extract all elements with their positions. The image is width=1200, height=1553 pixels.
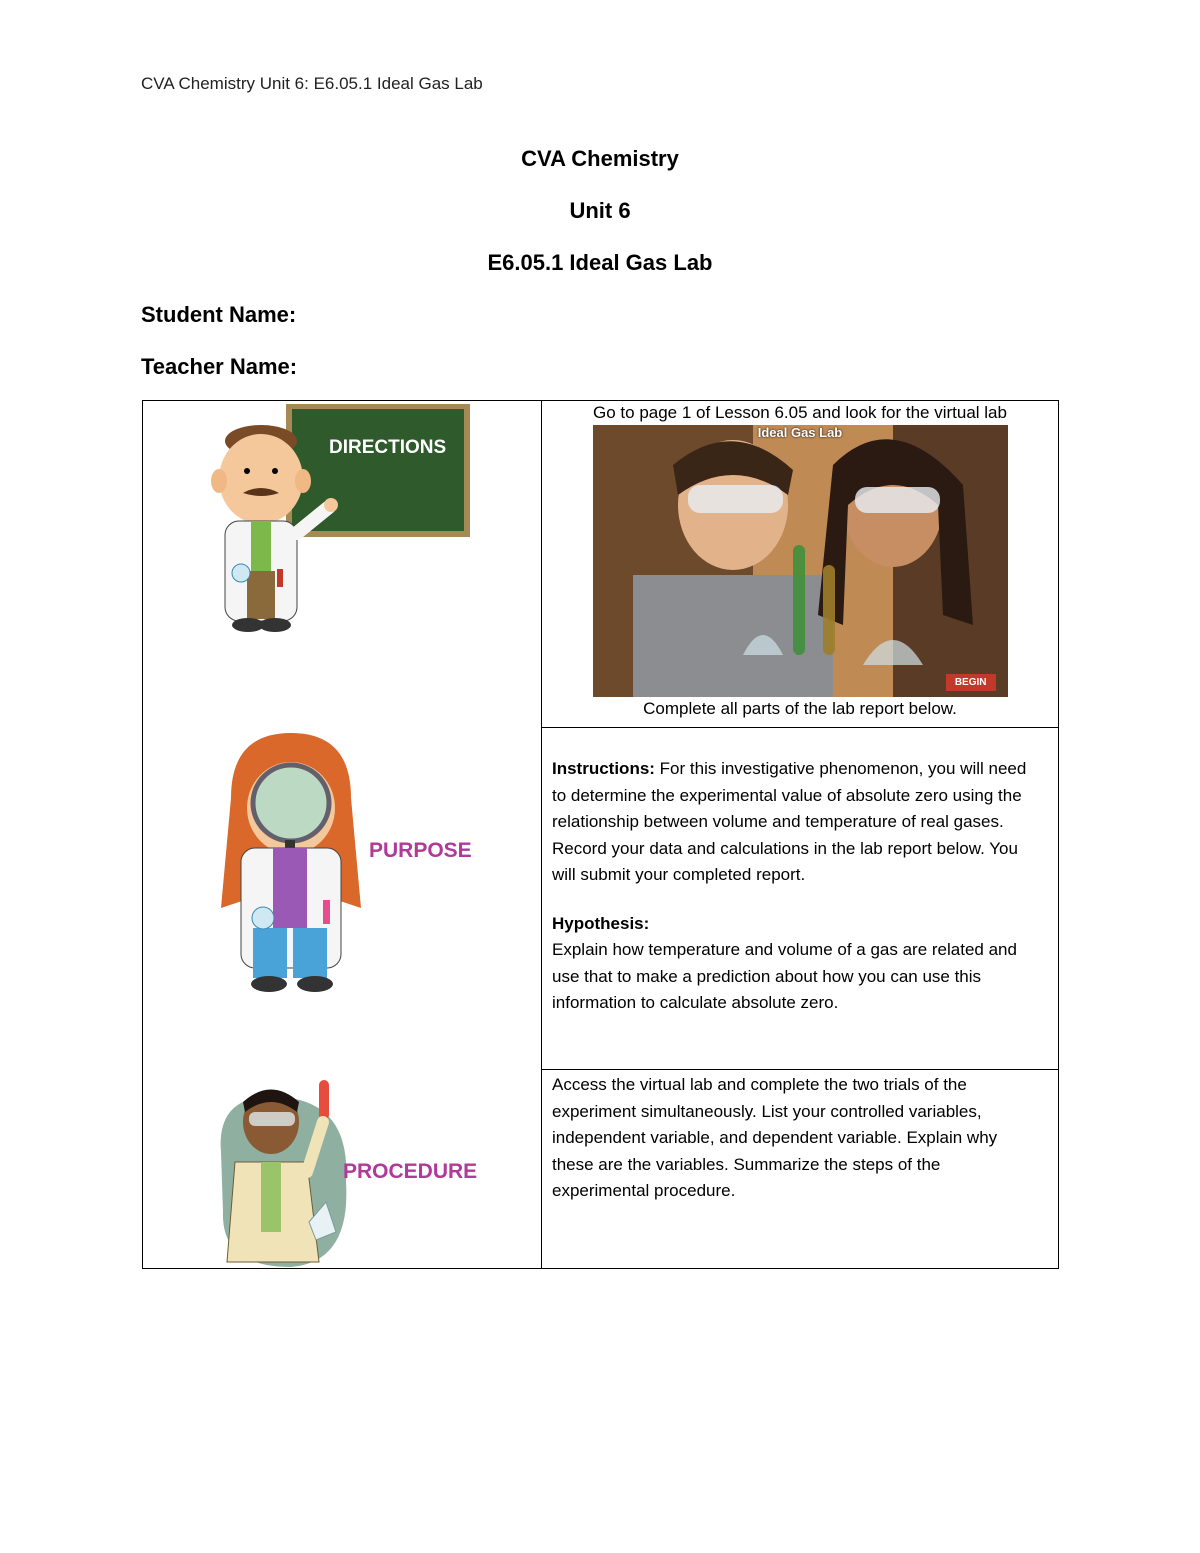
female-scientist-magnifier-icon [211,728,381,998]
student-name-label: Student Name: [141,302,297,327]
scientist-test-tube-icon [211,1072,357,1268]
directions-illustration-cell [143,401,542,728]
purpose-label: PURPOSE [369,838,472,862]
students-photo-icon [593,425,1008,697]
male-scientist-icon [203,421,353,636]
directions-row [143,401,1059,728]
virtual-lab-image[interactable] [593,425,1008,697]
directions-label: DIRECTIONS [329,437,447,458]
course-title: CVA Chemistry [521,146,679,171]
instructions-heading: Instructions: [552,759,655,778]
procedure-label: PROCEDURE [343,1159,478,1183]
teacher-name-label: Teacher Name: [141,354,298,379]
procedure-row [143,1070,1059,1269]
instructions-text: For this investigative phenomenon, you will need to determine the experimental value of absolute zero using the relationship between volume and temperature of real gases. Record your data and calculations in the lab report below. You will submit your completed report. [552,759,1027,884]
procedure-text: Access the virtual lab and complete the two trials of the experiment simultaneously. List your controlled variables, independent variable, and dependent variable. Explain why these are the variables. Summarize the steps of the experimental procedure. [552,1075,998,1200]
instructions-paragraph [552,756,1042,889]
hypothesis-text: Explain how temperature and volume of a gas are related and use that to make a prediction about how you can use this information to calculate absolute zero. [552,940,1017,1012]
directions-content-cell [542,401,1059,728]
virtual-lab-image-title: Ideal Gas Lab [757,425,843,440]
begin-button[interactable]: BEGIN [946,674,996,691]
procedure-content-cell [542,1070,1059,1269]
unit-title: Unit 6 [569,198,631,223]
lab-report-table [142,400,1059,1269]
purpose-content-cell [542,728,1059,1070]
running-header: CVA Chemistry Unit 6: E6.05.1 Ideal Gas Lab [141,74,483,93]
hypothesis-heading: Hypothesis: [552,913,650,933]
purpose-illustration-cell [143,728,542,1070]
lab-title: E6.05.1 Ideal Gas Lab [487,250,713,275]
purpose-row [143,728,1059,1070]
directions-text-bottom: Complete all parts of the lab report below. [643,699,957,718]
procedure-illustration-cell [143,1070,542,1269]
directions-text-top: Go to page 1 of Lesson 6.05 and look for the virtual lab [593,403,1007,422]
